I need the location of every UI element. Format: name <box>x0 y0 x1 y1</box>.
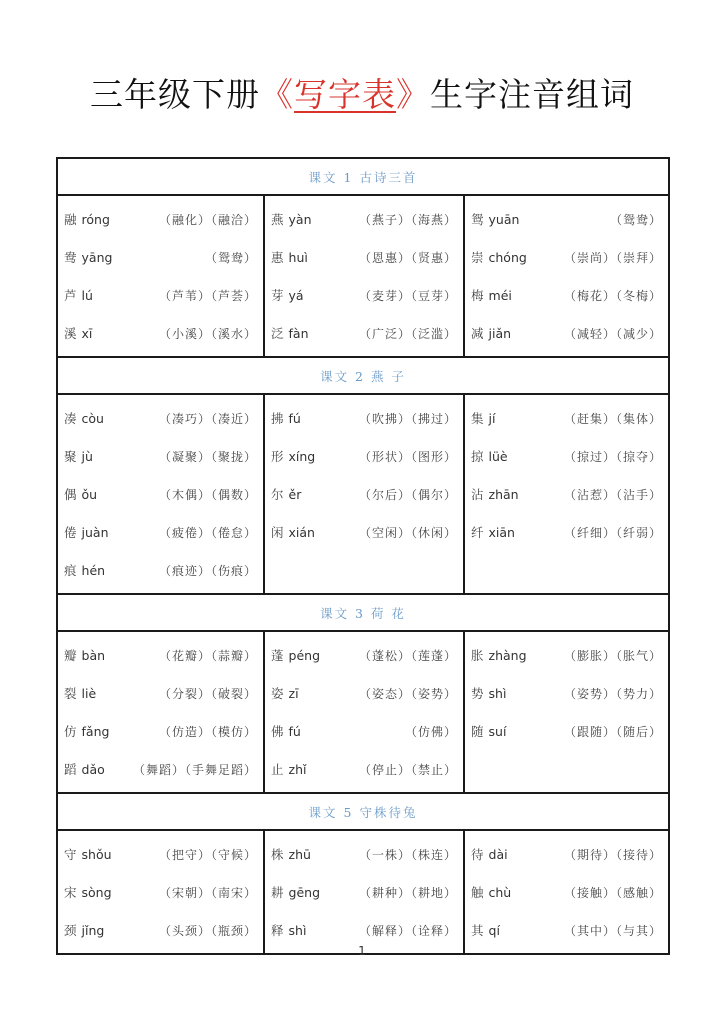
title-open-quote: 《 <box>260 75 294 114</box>
pinyin: fú <box>288 723 301 739</box>
character: 鸳 <box>471 212 484 227</box>
example-words: （把守）（守候） <box>158 847 257 862</box>
character: 沾 <box>471 487 484 502</box>
example-words: （小溪）（溪水） <box>158 326 257 341</box>
word-entry <box>471 674 662 712</box>
word-entry <box>471 314 662 352</box>
character: 惠 <box>271 250 284 265</box>
pinyin: ǒu <box>81 486 98 502</box>
title-suffix: 生字注音组词 <box>430 75 634 114</box>
character: 耕 <box>271 885 284 900</box>
example-words: （掠过）（掠夺） <box>563 449 662 464</box>
word-entry <box>271 835 457 873</box>
section-body-row <box>57 830 669 954</box>
pinyin: xī <box>81 325 93 341</box>
pinyin: gēng <box>288 884 320 900</box>
character: 胀 <box>471 648 484 663</box>
example-words: （木偶）（偶数） <box>158 487 257 502</box>
character: 聚 <box>64 449 77 464</box>
pinyin: méi <box>488 287 512 303</box>
word-entry <box>271 314 457 352</box>
word-entry <box>471 712 662 750</box>
character: 燕 <box>271 212 284 227</box>
section-header-row <box>57 793 669 830</box>
character: 减 <box>471 326 484 341</box>
example-words: （痕迹）（伤痕） <box>158 563 257 578</box>
word-column <box>57 195 264 357</box>
pinyin: chóng <box>488 249 527 265</box>
example-words: （一株）（株连） <box>358 847 457 862</box>
character: 闲 <box>271 525 284 540</box>
pinyin: còu <box>81 410 104 426</box>
example-words: （梅花）（冬梅） <box>563 288 662 303</box>
character: 痕 <box>64 563 77 578</box>
character: 守 <box>64 847 77 862</box>
word-entry <box>271 475 457 513</box>
character: 凑 <box>64 411 77 426</box>
pinyin: jǐng <box>81 922 105 938</box>
pinyin: zhān <box>488 486 519 502</box>
character: 瓣 <box>64 648 77 663</box>
character: 蓬 <box>271 648 284 663</box>
example-words: （停止）（禁止） <box>358 762 457 777</box>
word-entry <box>64 238 257 276</box>
character: 泛 <box>271 326 284 341</box>
example-words: （耕种）（耕地） <box>358 885 457 900</box>
pinyin: shǒu <box>81 846 112 862</box>
character: 掠 <box>471 449 484 464</box>
character: 尔 <box>271 487 284 502</box>
word-entry <box>64 551 257 589</box>
word-entry <box>64 399 257 437</box>
example-words: （分裂）（破裂） <box>158 686 257 701</box>
pinyin: zhū <box>288 846 311 862</box>
pinyin: fú <box>288 410 301 426</box>
word-entry <box>271 750 457 788</box>
word-entry <box>64 437 257 475</box>
word-column <box>57 394 264 594</box>
pinyin: suí <box>488 723 507 739</box>
pinyin: dǎo <box>81 761 105 777</box>
word-entry <box>271 674 457 712</box>
character: 裂 <box>64 686 77 701</box>
pinyin: zī <box>288 685 299 701</box>
character: 拂 <box>271 411 284 426</box>
word-entry <box>471 636 662 674</box>
example-words: （沾惹）（沾手） <box>563 487 662 502</box>
character: 随 <box>471 724 484 739</box>
character: 形 <box>271 449 284 464</box>
word-entry <box>471 238 662 276</box>
word-entry <box>471 873 662 911</box>
character: 倦 <box>64 525 77 540</box>
section-header-row <box>57 158 669 195</box>
pinyin: xíng <box>288 448 316 464</box>
word-column <box>264 394 464 594</box>
example-words: （芦苇）（芦荟） <box>158 288 257 303</box>
character: 融 <box>64 212 77 227</box>
character: 蹈 <box>64 762 77 777</box>
pinyin: shì <box>488 685 507 701</box>
example-words: （鸳鸯） <box>204 250 257 265</box>
word-column <box>464 631 669 793</box>
example-words: （姿态）（姿势） <box>358 686 457 701</box>
example-words: （纤细）（纤弱） <box>563 525 662 540</box>
example-words: （形状）（图形） <box>358 449 457 464</box>
word-entry <box>271 513 457 551</box>
character: 崇 <box>471 250 484 265</box>
example-words: （疲倦）（倦怠） <box>158 525 257 540</box>
example-words: （尔后）（偶尔） <box>358 487 457 502</box>
example-words: （接触）（感触） <box>563 885 662 900</box>
example-words: （凑巧）（凑近） <box>158 411 257 426</box>
pinyin: juàn <box>81 524 109 540</box>
word-entry <box>64 873 257 911</box>
example-words: （赶集）（集体） <box>563 411 662 426</box>
section-heading: 课文 5 守株待兔 <box>57 793 669 830</box>
word-entry <box>471 513 662 551</box>
word-entry <box>64 200 257 238</box>
word-entry <box>471 200 662 238</box>
section-header-row <box>57 357 669 394</box>
word-column <box>264 830 464 954</box>
title-close-quote: 》 <box>396 75 430 114</box>
example-words: （宋朝）（南宋） <box>158 885 257 900</box>
example-words: （头颈）（瓶颈） <box>158 923 257 938</box>
title-highlight-text: 写字表 <box>294 75 396 114</box>
character: 势 <box>471 686 484 701</box>
pinyin: fǎng <box>81 723 110 739</box>
word-entry <box>64 750 257 788</box>
character: 芽 <box>271 288 284 303</box>
character: 待 <box>471 847 484 862</box>
example-words: （解释）（诠释） <box>358 923 457 938</box>
title-highlight <box>260 75 430 114</box>
pinyin: zhàng <box>488 647 527 663</box>
word-entry <box>64 636 257 674</box>
example-words: （花瓣）（蒜瓣） <box>158 648 257 663</box>
example-words: （广泛）（泛滥） <box>358 326 457 341</box>
example-words: （仿造）（模仿） <box>158 724 257 739</box>
character: 芦 <box>64 288 77 303</box>
pinyin: jiǎn <box>488 325 512 341</box>
character: 鸯 <box>64 250 77 265</box>
example-words: （蓬松）（莲蓬） <box>358 648 457 663</box>
example-words: （凝聚）（聚拢） <box>158 449 257 464</box>
word-column <box>464 195 669 357</box>
example-words: （舞蹈）（手舞足蹈） <box>132 762 257 777</box>
word-entry <box>64 712 257 750</box>
example-words: （其中）（与其） <box>563 923 662 938</box>
page-number: 1 <box>358 944 366 958</box>
word-entry <box>271 712 457 750</box>
example-words: （麦芽）（豆芽） <box>358 288 457 303</box>
character: 纤 <box>471 525 484 540</box>
pinyin: huì <box>288 249 308 265</box>
word-column <box>464 394 669 594</box>
word-entry <box>471 475 662 513</box>
word-entry <box>64 314 257 352</box>
word-column <box>57 830 264 954</box>
pinyin: yuān <box>488 211 520 227</box>
pinyin: liè <box>81 685 97 701</box>
page-title <box>0 70 724 120</box>
character: 偶 <box>64 487 77 502</box>
example-words: （跟随）（随后） <box>563 724 662 739</box>
character: 溪 <box>64 326 77 341</box>
word-entry <box>64 674 257 712</box>
example-words: （仿佛） <box>404 724 457 739</box>
character: 止 <box>271 762 284 777</box>
word-entry <box>271 437 457 475</box>
vocabulary-table <box>56 157 670 955</box>
word-entry <box>64 835 257 873</box>
word-entry <box>471 276 662 314</box>
section-body-row <box>57 631 669 793</box>
character: 颈 <box>64 923 77 938</box>
word-entry <box>64 475 257 513</box>
section-heading: 课文 1 古诗三首 <box>57 158 669 195</box>
pinyin: yàn <box>288 211 312 227</box>
word-column <box>57 631 264 793</box>
pinyin: xiān <box>488 524 515 540</box>
example-words: （融化）（融洽） <box>158 212 257 227</box>
title-prefix: 三年级下册 <box>90 75 260 114</box>
word-entry <box>271 636 457 674</box>
pinyin: shì <box>288 922 307 938</box>
pinyin: chù <box>488 884 512 900</box>
example-words: （空闲）（休闲） <box>358 525 457 540</box>
pinyin: bàn <box>81 647 106 663</box>
character: 释 <box>271 923 284 938</box>
section-heading: 课文 2 燕 子 <box>57 357 669 394</box>
word-entry <box>271 399 457 437</box>
pinyin: lú <box>81 287 93 303</box>
pinyin: yá <box>288 287 304 303</box>
section-body-row <box>57 394 669 594</box>
character: 触 <box>471 885 484 900</box>
word-entry <box>64 276 257 314</box>
character: 佛 <box>271 724 284 739</box>
pinyin: péng <box>288 647 320 663</box>
pinyin: yāng <box>81 249 113 265</box>
example-words: （减轻）（减少） <box>563 326 662 341</box>
character: 集 <box>471 411 484 426</box>
word-entry <box>471 437 662 475</box>
word-entry <box>271 200 457 238</box>
section-heading: 课文 3 荷 花 <box>57 594 669 631</box>
pinyin: lüè <box>488 448 508 464</box>
pinyin: sòng <box>81 884 112 900</box>
example-words: （期待）（接待） <box>563 847 662 862</box>
word-column <box>464 830 669 954</box>
word-entry <box>471 835 662 873</box>
word-entry <box>271 238 457 276</box>
example-words: （崇尚）（崇拜） <box>563 250 662 265</box>
character: 株 <box>271 847 284 862</box>
example-words: （吹拂）（拂过） <box>358 411 457 426</box>
example-words: （燕子）（海燕） <box>358 212 457 227</box>
pinyin: xián <box>288 524 315 540</box>
example-words: （膨胀）（胀气） <box>563 648 662 663</box>
pinyin: jí <box>488 410 496 426</box>
pinyin: zhǐ <box>288 761 307 777</box>
pinyin: jù <box>81 448 93 464</box>
example-words: （鸳鸯） <box>609 212 662 227</box>
example-words: （姿势）（势力） <box>563 686 662 701</box>
word-entry <box>271 873 457 911</box>
pinyin: dài <box>488 846 508 862</box>
character: 宋 <box>64 885 77 900</box>
word-column <box>264 631 464 793</box>
section-body-row <box>57 195 669 357</box>
pinyin: qí <box>488 922 500 938</box>
word-column <box>264 195 464 357</box>
pinyin: hén <box>81 562 106 578</box>
character: 姿 <box>271 686 284 701</box>
word-entry <box>64 513 257 551</box>
pinyin: róng <box>81 211 110 227</box>
pinyin: fàn <box>288 325 309 341</box>
word-entry <box>271 276 457 314</box>
character: 其 <box>471 923 484 938</box>
example-words: （恩惠）（贤惠） <box>358 250 457 265</box>
pinyin: ěr <box>288 486 302 502</box>
character: 仿 <box>64 724 77 739</box>
character: 梅 <box>471 288 484 303</box>
section-header-row <box>57 594 669 631</box>
word-entry <box>471 399 662 437</box>
